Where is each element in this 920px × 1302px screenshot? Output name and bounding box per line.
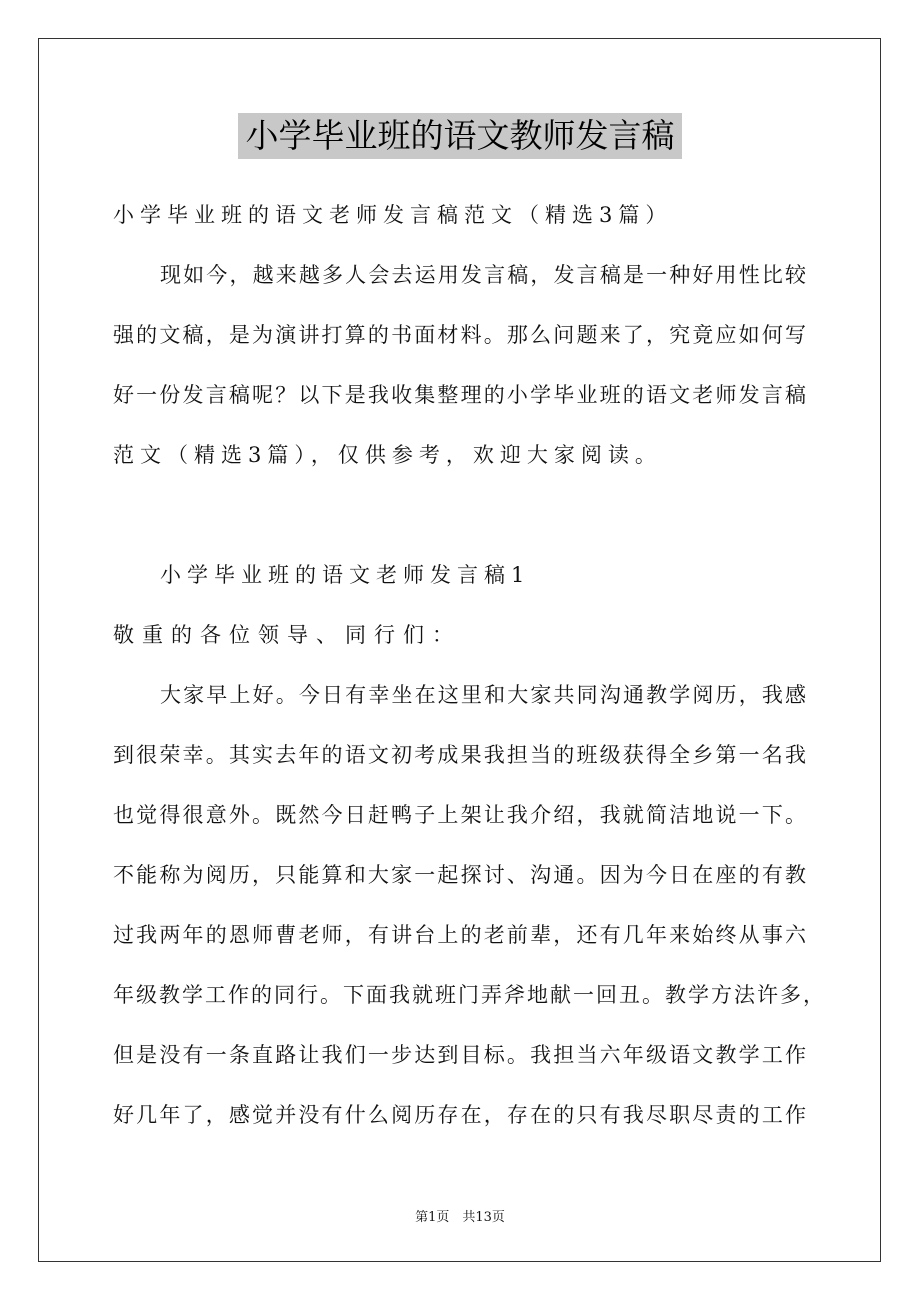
body-line: 过我两年的恩师曹老师，有讲台上的老前辈，还有几年来始终从事六: [113, 923, 808, 947]
body-line: 到很荣幸。其实去年的语文初考成果我担当的班级获得全乡第一名我: [113, 743, 808, 767]
subtitle: 小学毕业班的语文老师发言稿范文（精选3篇）: [113, 203, 673, 227]
intro-line: 现如今，越来越多人会去运用发言稿，发言稿是一种好用性比较: [160, 263, 808, 287]
body-line: 好几年了，感觉并没有什么阅历存在，存在的只有我尽职尽责的工作: [113, 1103, 808, 1127]
intro-line: 强的文稿，是为演讲打算的书面材料。那么问题来了，究竟应如何写: [113, 323, 808, 347]
body-line: 也觉得很意外。既然今日赶鸭子上架让我介绍，我就简洁地说一下。: [113, 803, 808, 827]
intro-line: 好一份发言稿呢？以下是我收集整理的小学毕业班的语文老师发言稿: [113, 383, 808, 407]
body-line: 但是没有一条直路让我们一步达到目标。我担当六年级语文教学工作: [113, 1043, 808, 1067]
body-line: 大家早上好。今日有幸坐在这里和大家共同沟通教学阅历，我感: [160, 683, 808, 707]
document-title: 小学毕业班的语文教师发言稿: [238, 113, 682, 159]
body-line: 不能称为阅历，只能算和大家一起探讨、沟通。因为今日在座的有教: [113, 863, 808, 887]
intro-line: 范文（精选3篇），仅供参考，欢迎大家阅读。: [113, 443, 662, 467]
body-line: 年级教学工作的同行。下面我就班门弄斧地献一回丑。教学方法许多，: [113, 983, 826, 1007]
section-heading: 小学毕业班的语文老师发言稿1: [160, 563, 531, 587]
greeting: 敬重的各位领导、同行们：: [113, 623, 461, 647]
page-number-footer: 第1页 共13页: [415, 1210, 505, 1225]
